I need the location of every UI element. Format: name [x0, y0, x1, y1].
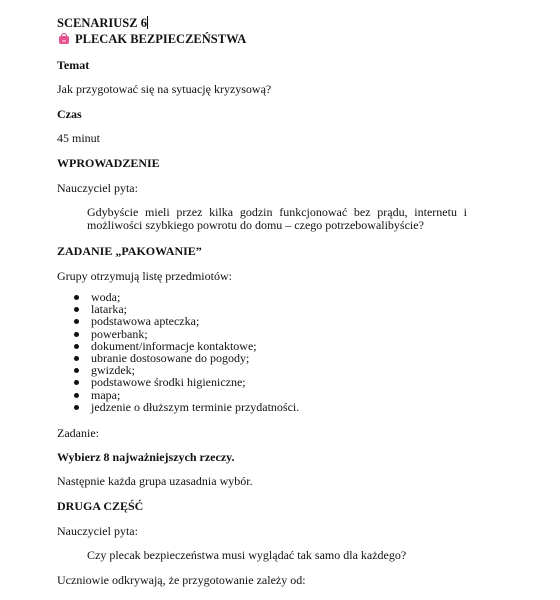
- part2-quote: Czy plecak bezpieczeństwa musi wyglądać tak samo dla każdego?: [87, 548, 407, 562]
- bullet-icon: [74, 307, 79, 312]
- bullet-icon: [74, 319, 79, 324]
- task-text: Grupy otrzymują listę przedmiotów:: [57, 269, 232, 283]
- part2-heading: DRUGA CZĘŚĆ: [57, 499, 144, 513]
- bullet-icon: [74, 344, 79, 349]
- list-item: jedzenie o dłuższym terminie przydatności.: [57, 401, 299, 413]
- time-text: 45 minut: [57, 131, 101, 145]
- bullet-icon: [74, 295, 79, 300]
- bullet-icon: [74, 380, 79, 385]
- scenario-title-line: [57, 16, 148, 30]
- list-item: woda;: [57, 291, 299, 303]
- bullet-icon: [74, 332, 79, 337]
- part2-text: Nauczyciel pyta:: [57, 524, 138, 538]
- bullet-icon: [74, 356, 79, 361]
- time-heading: Czas: [57, 107, 82, 121]
- part2-conclusion: Uczniowie odkrywają, że przygotowanie zależy od:: [57, 573, 306, 587]
- bullet-icon: [74, 368, 79, 373]
- assignment-followup: Następnie każda grupa uzasadnia wybór.: [57, 474, 253, 488]
- bullet-icon: [74, 405, 79, 410]
- list-item: ubranie dostosowane do pogody;: [57, 352, 299, 364]
- text-cursor: [147, 16, 148, 29]
- backpack-icon: [59, 33, 69, 44]
- topic-text: Jak przygotować się na sytuację kryzysową?: [57, 82, 272, 96]
- list-item: gwizdek;: [57, 364, 299, 376]
- intro-heading: WPROWADZENIE: [57, 156, 160, 170]
- scenario-title: SCENARIUSZ 6: [57, 16, 147, 30]
- list-item: powerbank;: [57, 328, 299, 340]
- scenario-subtitle: PLECAK BEZPIECZEŃSTWA: [75, 32, 247, 46]
- scenario-subtitle-line: [59, 32, 246, 46]
- intro-quote: Gdybyście mieli przez kilka godzin funkcjonować bez prądu, internetu i możliwości szybkiego powrotu do domu – czego potrzebowalibyście?: [87, 205, 467, 232]
- bullet-icon: [74, 393, 79, 398]
- list-item: latarka;: [57, 303, 299, 315]
- list-item: dokument/informacje kontaktowe;: [57, 340, 299, 352]
- topic-heading: Temat: [57, 58, 90, 72]
- list-item: podstawowa apteczka;: [57, 315, 299, 327]
- intro-text: Nauczyciel pyta:: [57, 181, 138, 195]
- list-item: mapa;: [57, 389, 299, 401]
- list-item: podstawowe środki higieniczne;: [57, 376, 299, 388]
- items-list: [57, 291, 299, 413]
- assignment-label: Zadanie:: [57, 426, 99, 440]
- assignment-bold: Wybierz 8 najważniejszych rzeczy.: [57, 450, 235, 464]
- task-heading: ZADANIE „PAKOWANIE”: [57, 244, 202, 258]
